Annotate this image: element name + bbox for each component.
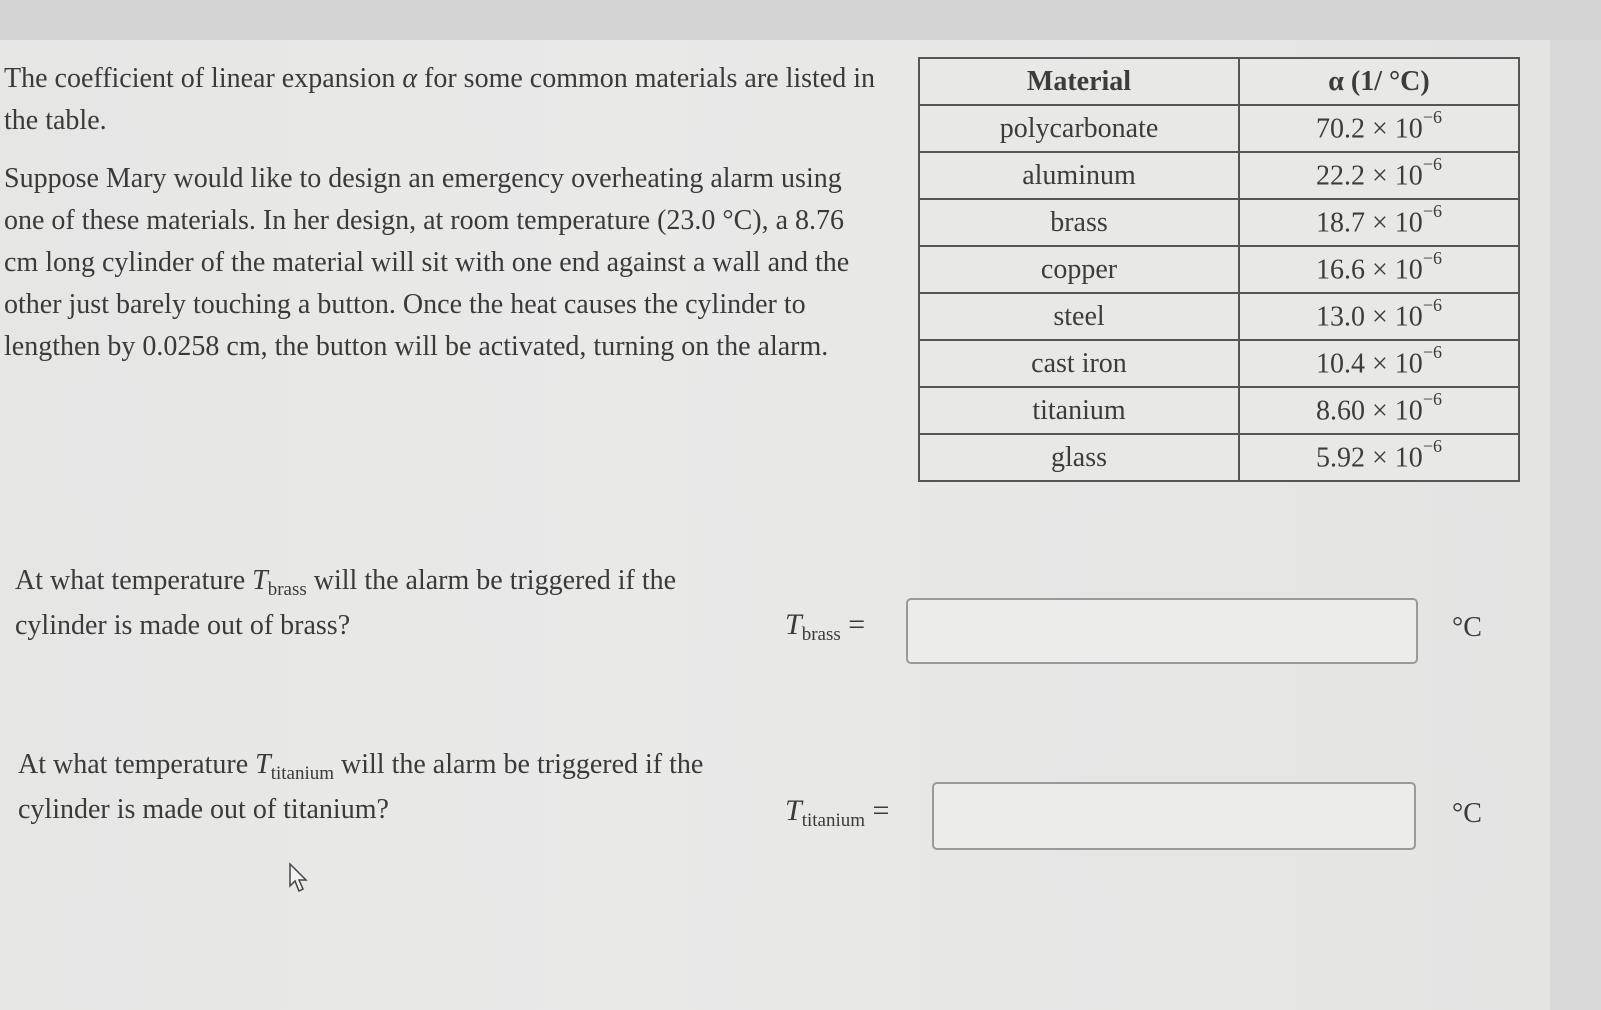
alpha-cell: [1239, 293, 1519, 340]
alpha-value: 22.2 × 10: [1316, 160, 1423, 192]
table-row: [919, 387, 1519, 434]
material-cell: cast iron: [919, 340, 1239, 387]
table-header-row: [919, 58, 1519, 105]
alpha-cell: [1239, 152, 1519, 199]
alpha-value: 5.92 × 10: [1316, 442, 1423, 474]
unit-label-brass: °C: [1452, 612, 1482, 643]
alpha-exponent: −6: [1422, 201, 1442, 222]
material-cell: aluminum: [919, 152, 1239, 199]
problem-statement: [4, 58, 884, 384]
alpha-value: 16.6 × 10: [1316, 254, 1423, 286]
alpha-value: 70.2 × 10: [1316, 113, 1423, 145]
material-cell: glass: [919, 434, 1239, 481]
question-text-end: will the alarm be triggered if the cylinder is made out of brass?: [15, 565, 677, 641]
answer-label-titanium: [785, 794, 890, 831]
alpha-cell: [1239, 199, 1519, 246]
header-alpha: α (1/ °C): [1239, 58, 1519, 105]
eq-subscript: titanium: [801, 810, 866, 831]
material-cell: polycarbonate: [919, 105, 1239, 152]
material-cell: steel: [919, 293, 1239, 340]
alpha-value: 13.0 × 10: [1316, 301, 1423, 333]
alpha-exponent: −6: [1422, 248, 1442, 269]
temp-variable: T: [255, 749, 271, 780]
expansion-coefficient-table: [918, 57, 1520, 482]
alpha-exponent: −6: [1422, 295, 1442, 316]
material-cell: titanium: [919, 387, 1239, 434]
question-text: At what temperature: [15, 565, 253, 596]
intro-paragraph-1: [4, 58, 884, 142]
answer-input-brass[interactable]: [906, 598, 1418, 664]
alpha-exponent: −6: [1422, 154, 1442, 175]
temp-variable: T: [252, 565, 268, 596]
alpha-cell: [1239, 387, 1519, 434]
temp-subscript: titanium: [270, 763, 335, 784]
answer-input-titanium[interactable]: [932, 782, 1416, 850]
eq-variable: T: [785, 608, 802, 641]
question-text: At what temperature: [18, 749, 256, 780]
alpha-cell: [1239, 105, 1519, 152]
alpha-exponent: −6: [1422, 389, 1442, 410]
top-band: [0, 0, 1601, 44]
table-row: [919, 246, 1519, 293]
alpha-value: 8.60 × 10: [1316, 395, 1423, 427]
intro-text-end: for some common materials are listed in the table.: [4, 63, 876, 136]
table-row: [919, 293, 1519, 340]
equals-sign: =: [865, 794, 890, 827]
table-row: [919, 199, 1519, 246]
alpha-cell: [1239, 434, 1519, 481]
eq-subscript: brass: [801, 624, 841, 645]
alpha-value: 10.4 × 10: [1316, 348, 1423, 380]
alpha-exponent: −6: [1422, 436, 1442, 457]
intro-paragraph-2: Suppose Mary would like to design an emergency overheating alarm using one of these materials. In her design, at room temperature (23.0 °C), a 8.76 cm long cylinder of the material will sit with one end against a wall and the other just barely touching a button. Once the heat causes the cylinder to lengthen by 0.0258 cm, the button will be activated, turning on the alarm.: [4, 163, 850, 362]
equals-sign: =: [840, 608, 866, 641]
alpha-exponent: −6: [1422, 342, 1442, 363]
table-row: [919, 434, 1519, 481]
table-row: [919, 152, 1519, 199]
alpha-symbol: α: [402, 63, 418, 94]
alpha-cell: [1239, 246, 1519, 293]
table-row: [919, 340, 1519, 387]
eq-variable: T: [785, 794, 802, 827]
question-titanium: [18, 744, 758, 831]
alpha-exponent: −6: [1422, 107, 1442, 128]
question-brass: [15, 560, 735, 647]
question-text-end: will the alarm be triggered if the cylinder is made out of titanium?: [18, 749, 704, 825]
alpha-cell: [1239, 340, 1519, 387]
unit-label-titanium: °C: [1452, 798, 1482, 829]
table-row: [919, 105, 1519, 152]
answer-label-brass: [785, 608, 866, 645]
material-cell: copper: [919, 246, 1239, 293]
mouse-cursor-icon: [288, 862, 310, 894]
alpha-value: 18.7 × 10: [1316, 207, 1423, 239]
scroll-edge: [1550, 40, 1601, 1010]
material-cell: brass: [919, 199, 1239, 246]
header-material: Material: [919, 58, 1239, 105]
temp-subscript: brass: [267, 579, 307, 600]
intro-text: The coefficient of linear expansion: [4, 63, 403, 94]
